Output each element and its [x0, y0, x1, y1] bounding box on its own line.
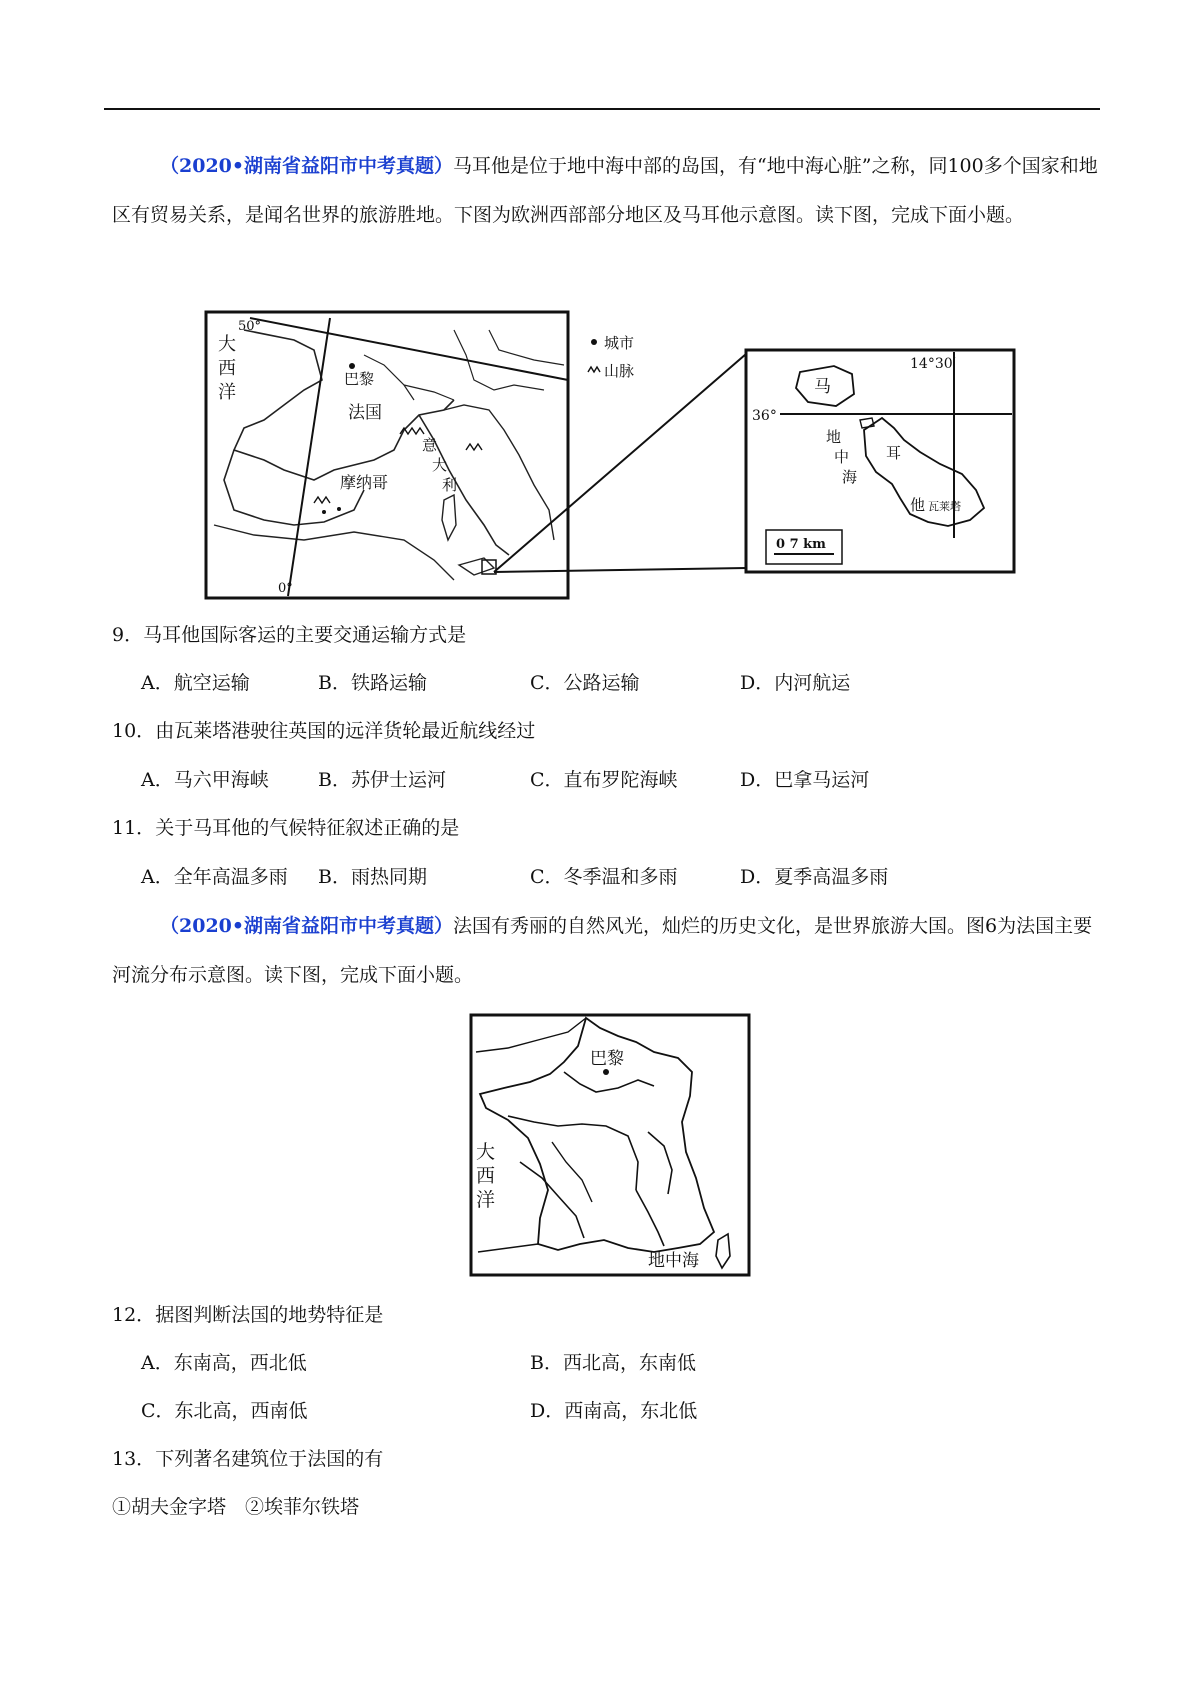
q9-option-a[interactable]: A．航空运输: [141, 672, 250, 694]
city-legend-icon: [591, 339, 597, 345]
question-number: 11．: [112, 817, 156, 839]
map2-scale: 0 7 km: [776, 537, 826, 552]
map2-lon: 14°30′: [910, 356, 956, 372]
question-11: [112, 815, 459, 841]
question-number: 12．: [112, 1304, 156, 1326]
question-stem: 由瓦莱塔港驶往英国的远洋货轮最近航线经过: [155, 720, 536, 742]
q11-option-d[interactable]: D．夏季高温多雨: [740, 866, 889, 888]
question-number: 13．: [112, 1448, 156, 1470]
passage-2-source: （2020•湖南省益阳市中考真题）: [160, 915, 454, 937]
map3-ocean-3: 洋: [476, 1189, 496, 1211]
passage-2-text: 法国有秀丽的自然风光，灿烂的历史文化，是世界旅游大国。图6为法国主要河流分布示意图。读下图，完成下面小题。: [112, 915, 1093, 986]
map1-france: 法国: [348, 403, 382, 423]
question-number: 9．: [112, 624, 144, 646]
q12-option-b[interactable]: B．西北高，东南低: [530, 1352, 696, 1374]
passage-1-source: （2020•湖南省益阳市中考真题）: [160, 155, 454, 177]
map2-sea-3: 海: [842, 468, 858, 486]
france-map: [468, 1012, 752, 1278]
legend-mountain: 山脉: [604, 362, 635, 380]
map3-paris: 巴黎: [590, 1049, 624, 1069]
map1-paris: 巴黎: [344, 370, 375, 388]
question-9: [112, 622, 466, 648]
question-10: [112, 718, 535, 744]
question-13: [112, 1446, 383, 1472]
map-connector: [480, 350, 750, 580]
map2-er: 耳: [886, 444, 902, 462]
question-stem: 下列著名建筑位于法国的有: [155, 1448, 384, 1470]
map2-ta: 他: [910, 496, 926, 514]
map1-ocean-1: 大: [218, 334, 236, 355]
question-stem: 据图判断法国的地势特征是: [155, 1304, 384, 1326]
map2-sea-2: 中: [834, 448, 850, 466]
map1-italy-3: 利: [442, 476, 458, 494]
passage-1-text: 马耳他是位于地中海中部的岛国，有“地中海心脏”之称，同100多个国家和地区有贸易关系，是闻名世界的旅游胜地。下图为欧洲西部部分地区及马耳他示意图。读下图，完成下面小题。: [112, 155, 1098, 226]
map2-sea-1: 地: [826, 428, 842, 446]
question-stem: 关于马耳他的气候特征叙述正确的是: [155, 817, 460, 839]
question-12: [112, 1302, 383, 1328]
q10-option-a[interactable]: A．马六甲海峡: [141, 769, 269, 791]
header-rule: [104, 108, 1100, 110]
passage-1: [112, 142, 1100, 240]
q9-option-d[interactable]: D．内河航运: [740, 672, 851, 694]
map3-ocean-2: 西: [476, 1165, 496, 1187]
map1-italy-2: 大: [432, 456, 448, 474]
q11-option-c[interactable]: C．冬季温和多雨: [530, 866, 678, 888]
q9-option-c[interactable]: C．公路运输: [530, 672, 640, 694]
q12-option-c[interactable]: C．东北高，西南低: [141, 1400, 308, 1422]
q11-option-b[interactable]: B．雨热同期: [318, 866, 427, 888]
map1-ocean-2: 西: [218, 358, 236, 379]
q12-option-a[interactable]: A．东南高，西北低: [141, 1352, 307, 1374]
map2-valletta: 瓦莱塔: [928, 500, 961, 513]
legend-city: 城市: [604, 334, 635, 352]
q11-option-a[interactable]: A．全年高温多雨: [141, 866, 288, 888]
map1-ocean-3: 洋: [218, 382, 236, 403]
q10-option-b[interactable]: B．苏伊士运河: [318, 769, 446, 791]
map1-lon-0: 0°: [278, 581, 293, 596]
map2-lat: 36°: [752, 408, 777, 424]
q10-option-d[interactable]: D．巴拿马运河: [740, 769, 870, 791]
map1-italy-1: 意: [422, 436, 438, 454]
q9-option-b[interactable]: B．铁路运输: [318, 672, 427, 694]
map2-ma: 马: [814, 377, 831, 397]
map1-lat-50: 50°: [238, 319, 262, 334]
q13-choices: ①胡夫金字塔 ②埃菲尔铁塔: [112, 1496, 360, 1518]
q12-option-d[interactable]: D．西南高，东北低: [530, 1400, 698, 1422]
map1-monaco: 摩纳哥: [340, 473, 389, 492]
question-stem: 马耳他国际客运的主要交通运输方式是: [143, 624, 467, 646]
map3-ocean-1: 大: [476, 1141, 496, 1163]
malta-map: [744, 348, 1016, 574]
map3-sea: 地中海: [648, 1251, 699, 1271]
passage-2: [112, 902, 1100, 1000]
q10-option-c[interactable]: C．直布罗陀海峡: [530, 769, 678, 791]
question-number: 10．: [112, 720, 156, 742]
